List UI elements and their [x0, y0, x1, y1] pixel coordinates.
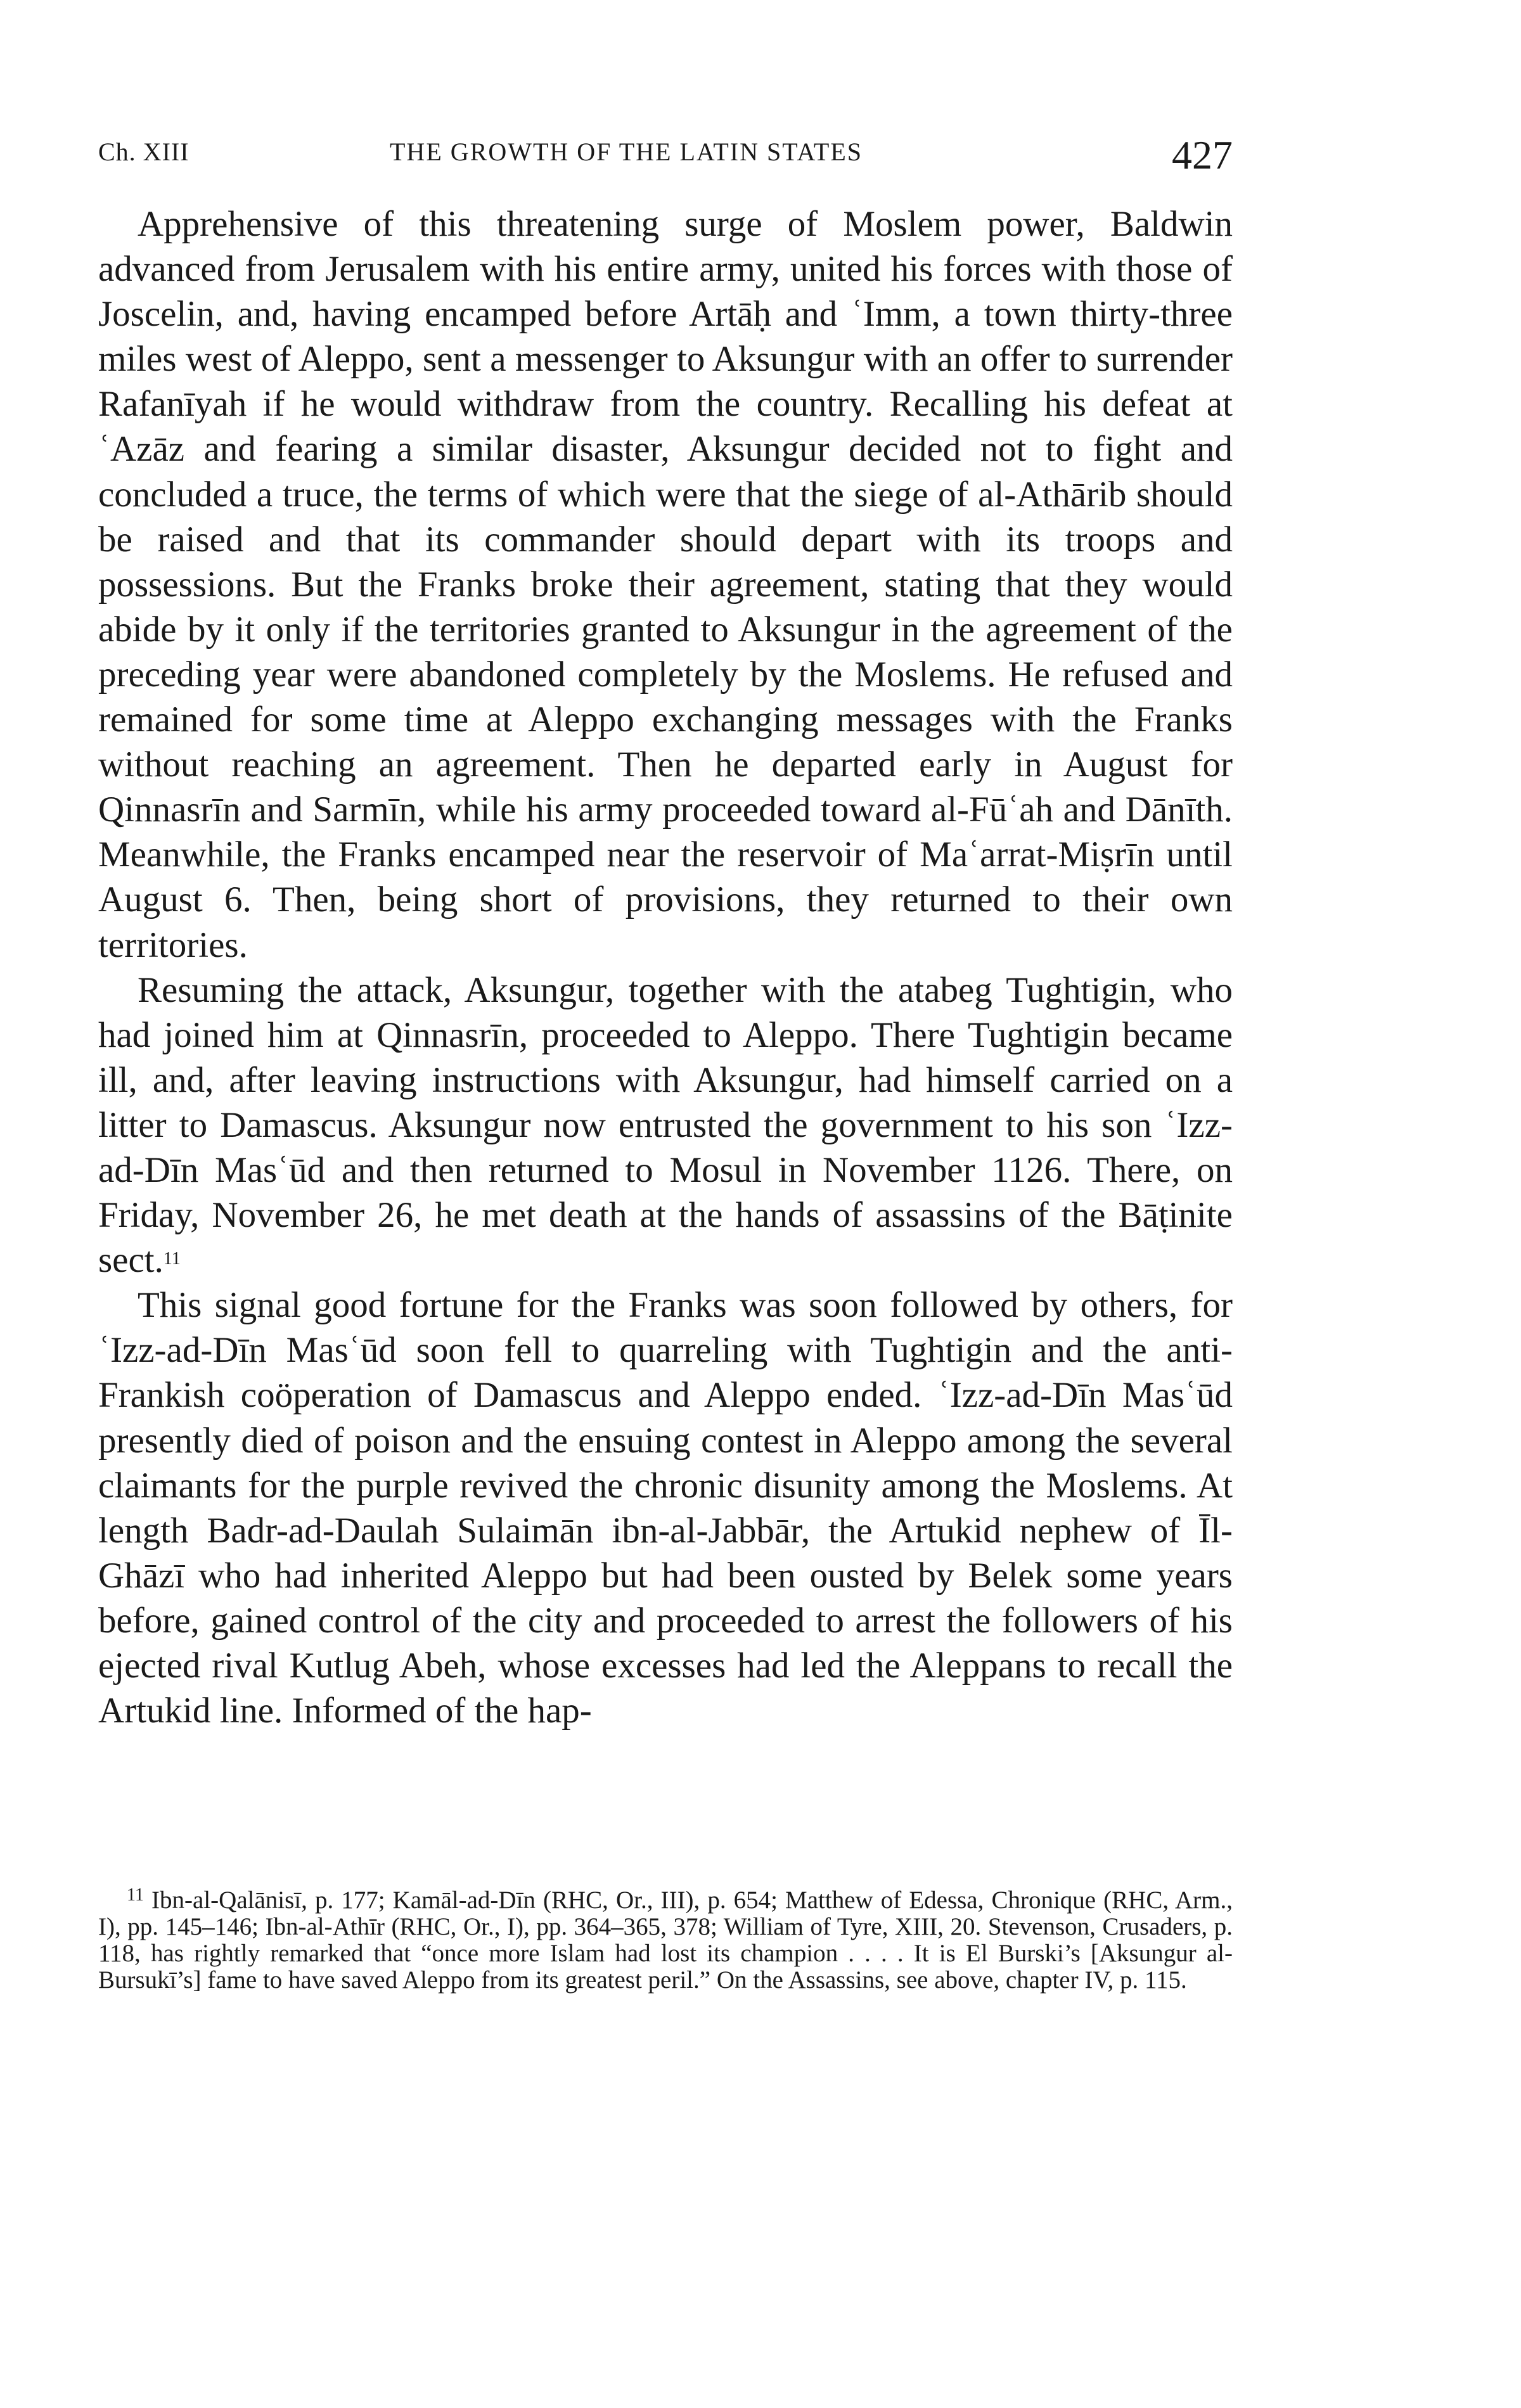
paragraph-1: Apprehensive of this threatening surge of Moslem power, Baldwin advanced from Jerusalem with his entire army, united his forces with those of Joscelin, and, having encamped before Artāḥ and ʿImm, a town thirty-three miles west of Aleppo, sent a messenger to Aksungur with an offer to surrender Rafanīyah if he would withdraw from the country. Recalling his defeat at ʿAzāz and fearing a similar disaster, Aksungur decided not to fight and concluded a truce, the terms of which were that the siege of al-Athārib should be raised and that its commander should depart with its troops and possessions. But the Franks broke their agreement, stating that they would abide by it only if the territories granted to Aksungur in the agreement of the preceding year were abandoned completely by the Moslems. He refused and remained for some time at Aleppo exchanging messages with the Franks without reaching an agreement. Then he departed early in August for Qinnasrīn and Sarmīn, while his army proceeded toward al-Fūʿah and Dānīth. Meanwhile, the Franks encamped near the reservoir of Maʿarrat-Miṣrīn until August 6. Then, being short of provisions, they returned to their own territories.: [98, 204, 1233, 965]
running-head: [98, 132, 1233, 183]
footnote-reference: 11: [163, 1249, 181, 1269]
paragraph-3: This signal good fortune for the Franks was soon followed by others, for ʿIzz-ad-Dīn Masʿūd soon fell to quarreling with Tughtigin and the anti-Frankish coöperation of Damascus and Aleppo ended. ʿIzz-ad-Dīn Masʿūd presently died of poison and the ensuing contest in Aleppo among the several claimants for the purple revived the chronic disunity among the Moslems. At length Badr-ad-Daulah Sulaimān ibn-al-Jabbār, the Artukid nephew of Īl-Ghāzī who had inherited Aleppo but had been ousted by Belek some years before, gained control of the city and proceeded to arrest the followers of his ejected rival Kutlug Abeh, whose excesses had led the Aleppans to recall the Artukid line. Informed of the hap-: [98, 1285, 1233, 1731]
footnote-number: 11: [127, 1885, 144, 1905]
footnotes: [98, 1887, 1233, 1994]
footnote-text: Ibn-al-Qalānisī, p. 177; Kamāl-ad-Dīn (RHC, Or., III), p. 654; Matthew of Edessa, Chronique (RHC, Arm., I), pp. 145–146; Ibn-al-Athīr (RHC, Or., I), pp. 364–365, 378; William of Tyre, XIII, 20. Stevenson, Crusaders, p. 118, has rightly remarked that “once more Islam had lost its champion . . . . It is El Burski’s [Aksungur al-Bursukī’s] fame to have saved Aleppo from its greatest peril.” On the Assassins, see above, chapter IV, p. 115.: [98, 1886, 1233, 1994]
paragraph-2: [98, 968, 1233, 1283]
body-text: [98, 202, 1233, 1733]
page-number: 427: [1172, 132, 1233, 177]
footnote-11: [98, 1887, 1233, 1994]
running-title: THE GROWTH OF THE LATIN STATES: [390, 138, 863, 166]
paragraph-2-text: Resuming the attack, Aksungur, together with the atabeg Tughtigin, who had joined him at Qinnasrīn, proceeded to Aleppo. There Tughtigin became ill, and, after leaving instructions with Aksungur, had himself carried on a litter to Damascus. Aksungur now entrusted the government to his son ʿIzz-ad-Dīn Masʿūd and then returned to Mosul in November 1126. There, on Friday, November 26, he met death at the hands of assassins of the Bāṭinite sect.: [98, 970, 1233, 1281]
chapter-label: Ch. XIII: [98, 138, 189, 166]
